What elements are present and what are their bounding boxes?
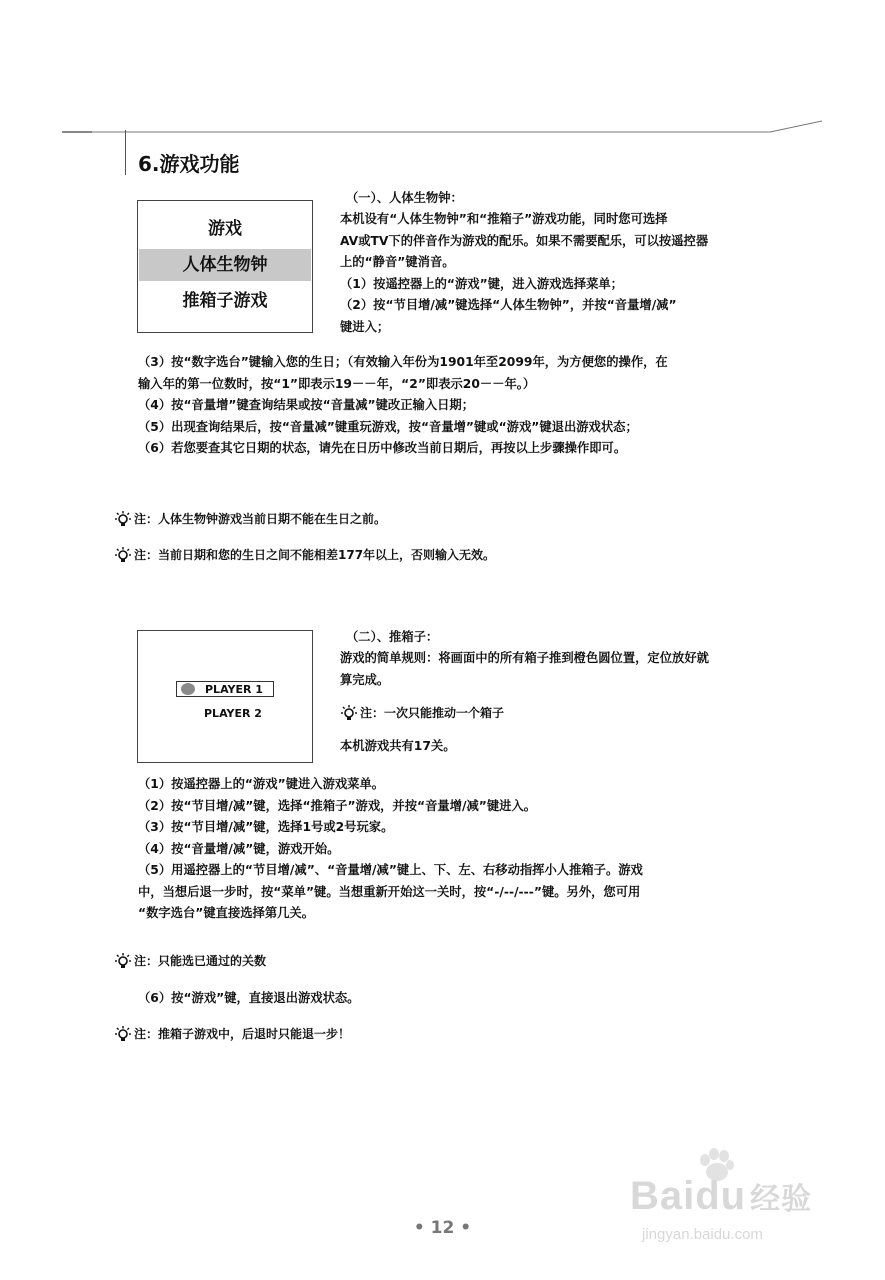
header-rule	[0, 118, 885, 138]
part1-intro	[340, 209, 708, 338]
part1-intro-line: 本机设有“人体生物钟”和“推箱子”游戏功能，同时您可选择	[340, 212, 668, 226]
note-push-one-text: 注：一次只能推动一个箱子	[360, 706, 505, 720]
part2-rule-line: 游戏的简单规则：将画面中的所有箱子推到橙色圆位置，定位放好就	[340, 651, 709, 665]
player-1-label: PLAYER 1	[205, 683, 263, 696]
watermark-brand-du: du	[695, 1174, 747, 1218]
part2-step-5: （5）用遥控器上的“节目增/减”、“音量增/减”键上、下、左、右移动指挥小人推箱子。游戏	[138, 863, 643, 877]
game-menu-item-sokoban: 推箱子游戏	[182, 291, 268, 311]
lightbulb-icon	[114, 547, 132, 565]
part1-steps	[138, 352, 668, 460]
part1-step-3: （3）按“数字选台”键输入您的生日；（有效输入年份为1901年至2099年，为方便您的操作，在	[138, 355, 668, 369]
part1-step-2: （2）按“节目增/减”键选择“人体生物钟”，并按“音量增/减”	[340, 298, 677, 312]
part2-rules	[340, 648, 709, 691]
player-select-box	[137, 630, 313, 763]
player-2-label: PLAYER 2	[204, 707, 262, 720]
watermark-url: jingyan.baidu.com	[642, 1226, 763, 1243]
note-back-text: 注：推箱子游戏中，后退时只能退一步！	[134, 1027, 351, 1041]
part2-step-1: （1）按遥控器上的“游戏”键进入游戏菜单。	[138, 777, 385, 791]
part1-step-6: （6）若您要查其它日期的状态，请先在日历中修改当前日期后，再按以上步骤操作即可。	[138, 441, 627, 455]
note-age-limit	[114, 546, 495, 565]
part1-step-5: （5）出现查询结果后，按“音量减”键重玩游戏，按“音量增”键或“游戏”键退出游戏状态；	[138, 419, 638, 434]
lightbulb-icon	[114, 953, 132, 971]
section-title: 6.游戏功能	[138, 152, 240, 176]
part1-step-2-cont: 键进入；	[340, 319, 390, 334]
levels-count: 本机游戏共有17关。	[340, 739, 456, 753]
part2-step-4: （4）按“音量增/减”键，游戏开始。	[138, 841, 340, 856]
part2-step-6: （6）按“游戏”键，直接退出游戏状态。	[138, 991, 360, 1005]
lightbulb-icon	[114, 511, 132, 529]
title-divider	[125, 130, 126, 175]
part1-step-1: （1）按遥控器上的“游戏”键，进入游戏选择菜单；	[340, 276, 623, 291]
note-push-one	[340, 704, 504, 723]
lightbulb-icon	[114, 1026, 132, 1044]
game-menu-title: 游戏	[208, 219, 242, 239]
part2-step-3: （3）按“节目增/减”键，选择1号或2号玩家。	[138, 820, 394, 834]
part2-heading: （二）、推箱子：	[346, 630, 439, 644]
page-number: • 12 •	[413, 1218, 472, 1238]
note-levels	[114, 952, 266, 971]
part1-step-3-cont: 输入年的第一位数时，按“1”即表示19－－年，“2”即表示20－－年。）	[138, 376, 536, 391]
note-birthday	[114, 510, 386, 529]
part2-step-2: （2）按“节目增/减”键，选择“推箱子”游戏，并按“音量增/减”键进入。	[138, 798, 537, 813]
part1-intro-line: 上的“静音”键消音。	[340, 255, 455, 269]
note-back	[114, 1025, 350, 1044]
game-menu-item-biorhythm: 人体生物钟	[139, 249, 311, 281]
selector-dot-icon	[181, 683, 195, 695]
part2-steps	[138, 774, 643, 925]
note-levels-text: 注：只能选已通过的关数	[134, 954, 267, 968]
lightbulb-icon	[340, 705, 358, 723]
part1-step-4: （4）按“音量增”键查询结果或按“音量减”键改正输入日期；	[138, 398, 475, 412]
part1-intro-line: AV或TV下的伴音作为游戏的配乐。如果不需要配乐，可以按遥控器	[340, 233, 709, 248]
note-age-limit-text: 注：当前日期和您的生日之间不能相差177年以上，否则输入无效。	[134, 548, 496, 562]
watermark-brand: Bai	[630, 1174, 696, 1218]
part2-step-5-cont: 中，当想后退一步时，按“菜单”键。当想重新开始这一关时，按“-/--/---”键。另外，您可用	[138, 884, 641, 899]
watermark-brand-cn: 经验	[750, 1183, 813, 1216]
part1-heading: （一）、人体生物钟：	[346, 191, 463, 205]
part2-rule-line: 算完成。	[340, 672, 390, 687]
note-birthday-text: 注：人体生物钟游戏当前日期不能在生日之前。	[134, 512, 387, 526]
player-1-option	[176, 681, 274, 697]
part2-step-5-cont: “数字选台”键直接选择第几关。	[138, 906, 315, 920]
game-menu-box	[137, 200, 313, 333]
